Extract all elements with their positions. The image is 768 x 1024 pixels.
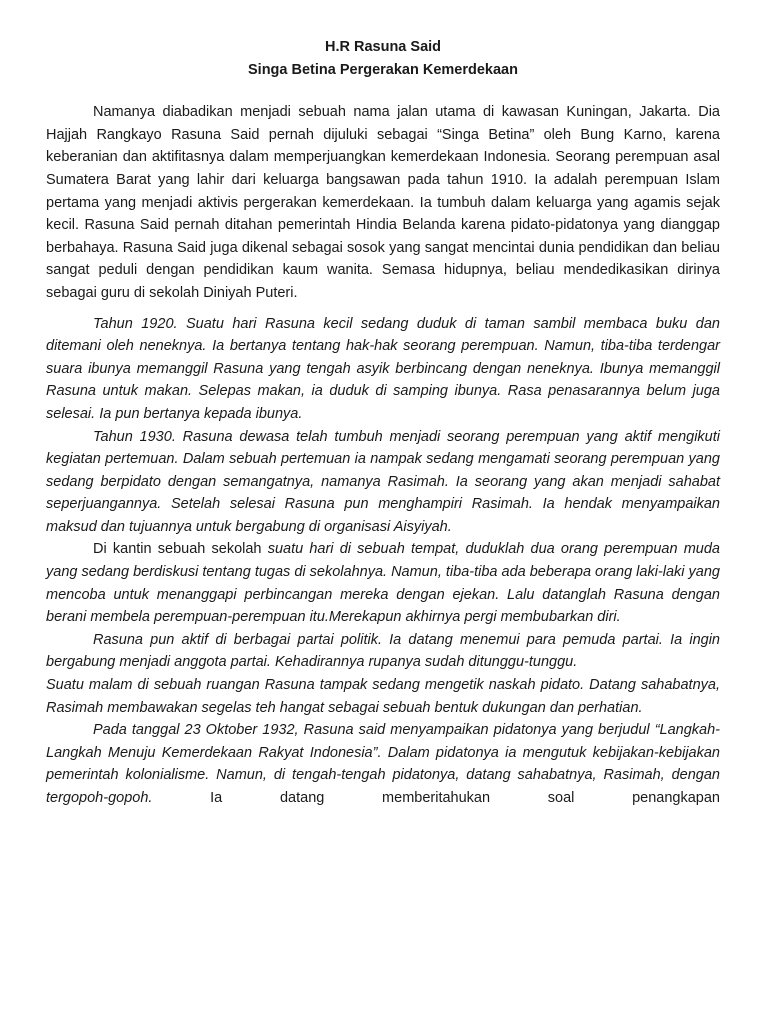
title-spacer [46, 81, 720, 101]
paragraph-partai: Rasuna pun aktif di berbagai partai politik. Ia datang menemui para pemuda partai. Ia ingin bergabung menjadi anggota partai. Kehadirannya rupanya sudah ditunggu-tunggu. [46, 631, 720, 671]
paragraph-kantin-normal: Di kantin sebuah sekolah [93, 541, 268, 558]
paragraph-kantin-italic: suatu hari di sebuah tempat, duduklah dua orang perempuan muda yang sedang berdiskusi tentang tugas di sekolahnya. Namun, tiba-tiba ada beberapa orang laki-laki yang mencoba untuk menanggapi perbincangan mereka dengan ejekan. Lalu datanglah Rasuna dengan berani membela perempuan-perempuan itu.Merekapun akhirnya pergi membubarkan diri. [46, 541, 720, 626]
paragraph-1920: Tahun 1920. Suatu hari Rasuna kecil sedang duduk di taman sambil membaca buku dan ditemani oleh neneknya. Ia bertanya tentang hak-hak seorang perempuan. Namun, tiba-tiba terdengar suara ibunya memanggil Rasuna yang tengah asyik berbincang dengan neneknya. Ibunya memanggil Rasuna untuk makan. Selepas makan, ia duduk di samping ibunya. Rasa penasarannya belum juga selesai. Ia pun bertanya kepada ibunya. [46, 315, 720, 422]
paragraph-pidato [46, 719, 720, 809]
document-page [46, 36, 720, 810]
paragraph-malam: Suatu malam di sebuah ruangan Rasuna tampak sedang mengetik naskah pidato. Datang sahabatnya, Rasimah membawakan segelas teh hangat sebagai sebuah bentuk dukungan dan perhatian. [46, 677, 720, 716]
paragraph-intro: Namanya diabadikan menjadi sebuah nama jalan utama di kawasan Kuningan, Jakarta. Dia Hajjah Rangkayo Rasuna Said pernah dijuluki sebagai “Singa Betina” oleh Bung Karno, karena keberanian dan aktifitasnya dalam memperjuangkan kemerdekaan Indonesia. Seorang perempuan asal Sumatera Barat yang lahir dari keluarga bangsawan pada tahun 1910. Ia adalah perempuan Islam pertama yang menjadi aktivis pergerakan kemerdekaan. Ia tumbuh dalam keluarga yang agamis sejak kecil. Rasuna Said pernah ditahan pemerintah Hindia Belanda karena pidato-pidatonya yang dianggap berbahaya. Rasuna Said juga dikenal sebagai sosok yang sangat mencintai dunia pendidikan dan beliau sangat peduli dengan pendidikan kaum wanita. Semasa hidupnya, beliau mendedikasikan dirinya sebagai guru di sekolah Diniyah Puteri. [46, 104, 720, 301]
paragraph-1930: Tahun 1930. Rasuna dewasa telah tumbuh menjadi seorang perempuan yang aktif mengikuti kegiatan pertemuan. Dalam sebuah pertemuan ia nampak sedang mengamati seorang perempuan yang sedang berpidato dengan semangatnya, namanya Rasimah. Ia seorang yang akan menjadi sahabat seperjuangannya. Setelah selesai Rasuna pun menghampiri Rasimah. Ia hendak menyampaikan maksud dan tujuannya untuk bergabung di organisasi Aisyiyah. [46, 428, 720, 535]
paragraph-kantin [46, 538, 720, 628]
document-subtitle: Singa Betina Pergerakan Kemerdekaan [248, 61, 518, 78]
paragraph-pidato-normal: Ia datang memberitahukan soal penangkapan [152, 790, 720, 806]
paragraph-pidato-italic: Pada tanggal 23 Oktober 1932, Rasuna said menyampaikan pidatonya yang berjudul “Langkah-Langkah Menuju Kemerdekaan Rakyat Indonesia”. Dalam pidatonya ia mengutuk kebijakan-kebijakan pemerintah kolonialisme. Namun, di tengah-tengah pidatonya, datang sahabatnya, Rasimah, dengan tergopoh-gopoh. [46, 722, 720, 806]
document-title: H.R Rasuna Said [324, 39, 442, 55]
